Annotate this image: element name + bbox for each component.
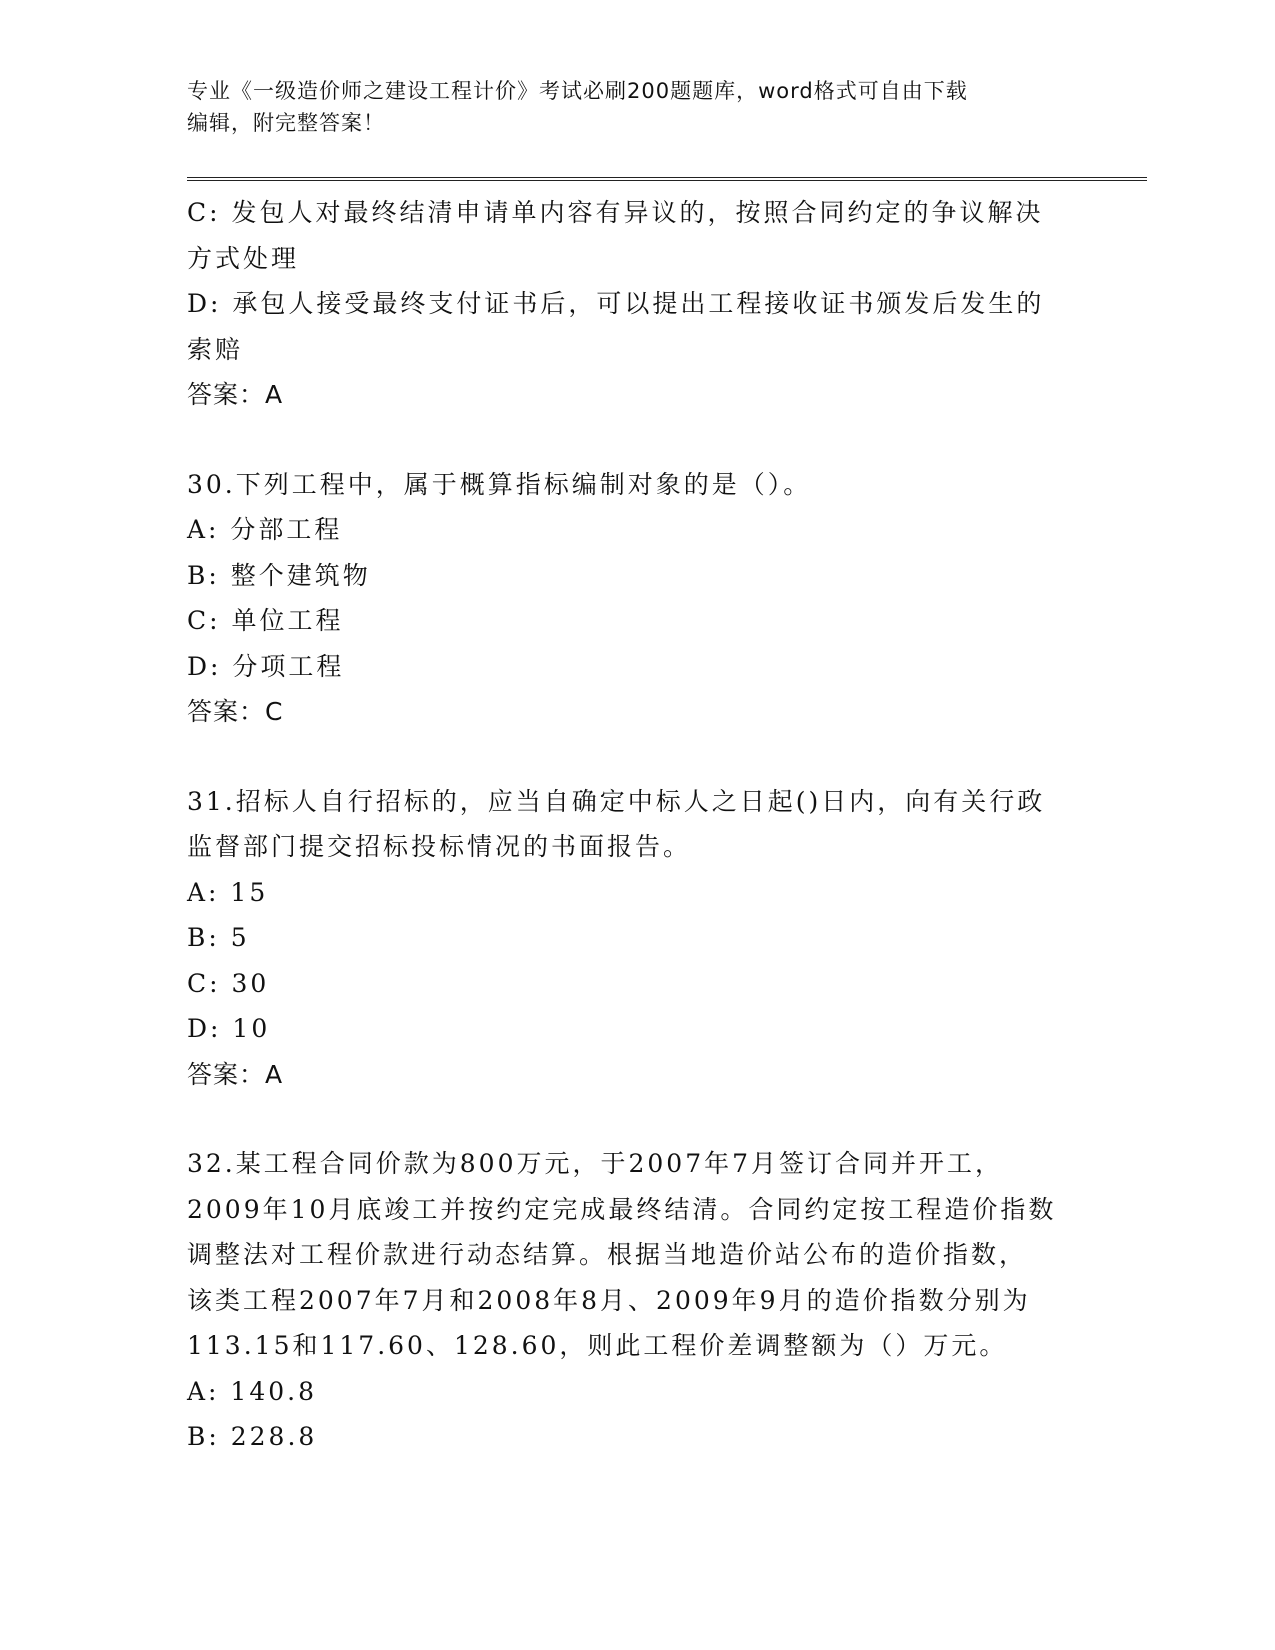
spacer — [187, 735, 1087, 779]
question-31 — [187, 779, 1087, 1098]
option-d: D: 10 — [187, 1014, 271, 1043]
option-d-line-2: 索赔 — [187, 334, 244, 364]
option-c: C: 30 — [187, 968, 270, 998]
question-29 — [187, 190, 1087, 418]
question-stem: 30.下列工程中，属于概算指标编制对象的是（）。 — [187, 469, 812, 499]
option-d-line-1: D: 承包人接受最终支付证书后，可以提出工程接收证书颁发后发生的 — [187, 289, 1045, 318]
header-title-line-2: 编辑，附完整答案！ — [187, 111, 385, 135]
option-c-line-2: 方式处理 — [187, 243, 300, 273]
option-a: A: 140.8 — [187, 1376, 317, 1406]
option-d: D: 分项工程 — [187, 651, 345, 681]
header-title-line-1: 专业《一级造价师之建设工程计价》考试必刷200题题库，word格式可自由下载 — [187, 79, 968, 103]
option-c: C: 单位工程 — [187, 606, 344, 635]
question-stem-line-4: 该类工程2007年7月和2008年8月、2009年9月的造价指数分别为 — [187, 1285, 1031, 1315]
option-a: A: 15 — [187, 877, 269, 907]
answer-29: 答案：A — [187, 380, 284, 409]
answer-30: 答案：C — [187, 697, 284, 726]
option-b: B: 整个建筑物 — [187, 560, 371, 590]
question-stem-line-3: 调整法对工程价款进行动态结算。根据当地造价站公布的造价指数， — [187, 1240, 1028, 1269]
question-stem-line-1: 31.招标人自行招标的，应当自确定中标人之日起()日内，向有关行政 — [187, 786, 1046, 816]
question-content — [187, 190, 1087, 1460]
spacer — [187, 1097, 1087, 1141]
question-30 — [187, 462, 1087, 735]
spacer — [187, 418, 1087, 462]
option-b: B: 5 — [187, 923, 250, 952]
answer-31: 答案：A — [187, 1059, 284, 1089]
question-32 — [187, 1141, 1087, 1460]
header-divider — [187, 177, 1147, 181]
option-a: A: 分部工程 — [187, 515, 343, 544]
question-stem-line-1: 32.某工程合同价款为800万元，于2007年7月签订合同并开工， — [187, 1149, 1004, 1178]
question-stem-line-5: 113.15和117.60、128.60，则此工程价差调整额为（）万元。 — [187, 1331, 1008, 1360]
option-b: B: 228.8 — [187, 1422, 318, 1451]
question-stem-line-2: 监督部门提交招标投标情况的书面报告。 — [187, 832, 692, 861]
document-header — [187, 75, 1067, 139]
option-c-line-1: C: 发包人对最终结清申请单内容有异议的，按照合同约定的争议解决 — [187, 198, 1044, 227]
question-stem-line-2: 2009年10月底竣工并按约定完成最终结清。合同约定按工程造价指数 — [187, 1194, 1057, 1224]
